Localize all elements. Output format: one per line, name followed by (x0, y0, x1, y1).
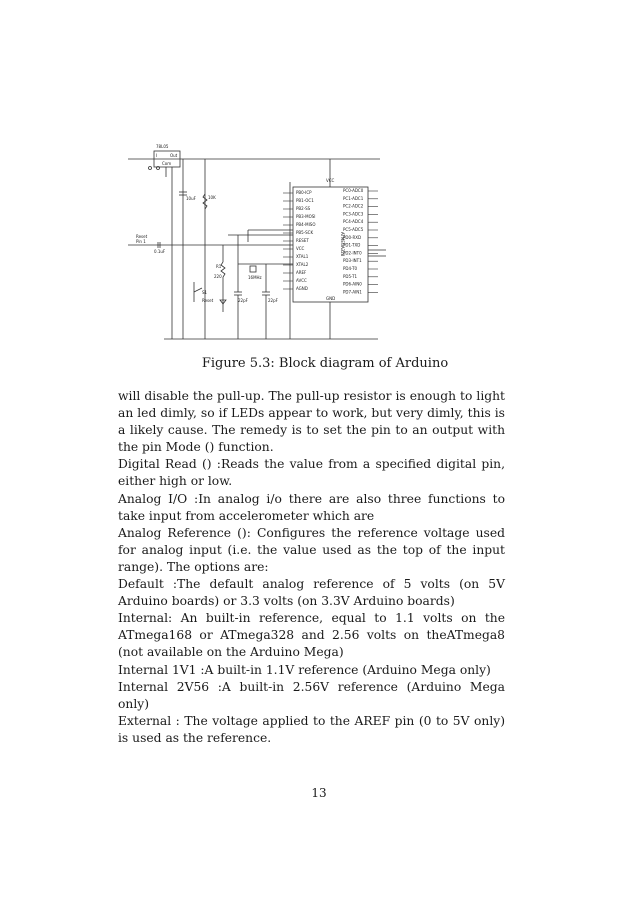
paragraph-pullup: will disable the pull-up. The pull-up resistor is enough to light an led dimly, so if LEDs appear to work, but very dimly, this is a likely cause. The remedy is to set the pin to an output with the pin Mode () function. (118, 389, 505, 455)
small-cap-label: 0.1uF (154, 249, 166, 254)
chip-left-pin-label: PB5-SCK (296, 230, 314, 235)
crystal-label: 16MHz (248, 275, 262, 280)
paragraph-internal: Internal: An built-in reference, equal to 1.1 volts on the ATmega168 or ATmega328 and 2.56 volts on theATmega8 (not available on the Arduino Mega) (118, 611, 505, 660)
chip-left-pin-label: AVCC (296, 278, 307, 283)
chip-left-pin-label: PB4-MISO (296, 222, 316, 227)
chip-right-pin-label: PC0-ADC0 (343, 188, 364, 193)
chip-label: ATMEGA328 (340, 232, 345, 257)
regulator-com-label: Com (162, 161, 172, 166)
switch-label: S1 (202, 290, 208, 295)
reset-pin-label: Reset (136, 234, 148, 239)
chip-left-pin-label: AGND (296, 286, 308, 291)
chip-left-pin-label: VCC (296, 246, 305, 251)
chip-left-pin-label: PB1-OC1 (296, 198, 314, 203)
paragraph-analog-reference: Analog Reference (): Configures the reference voltage used for analog input (i.e. the value used as the top of the input range). The options are: (118, 525, 505, 574)
chip-left-pin-label: PB3-MOSI (296, 214, 316, 219)
chip-left-pin-label: PB0-ICP (296, 190, 312, 195)
c1-label: 10uF (186, 196, 196, 201)
chip-right-pin-label: PC5-ADC5 (343, 227, 364, 232)
regulator-out-label: Out (170, 153, 178, 158)
chip-right-pin-label: PD0-RXD (343, 234, 362, 240)
cap-22a-label: 22pF (238, 298, 248, 303)
chip-right-pin-label: PC3-ADC3 (343, 211, 364, 217)
led-resistor-label: R1 (216, 264, 222, 269)
chip-left-pin-label: PB2-SS (296, 206, 311, 211)
chip-left-pin-label: XTAL2 (296, 262, 309, 267)
pin1-label: Pin 1 (136, 239, 146, 244)
led-resistor-value: 220 (214, 274, 222, 279)
chip-right-pin-label: PD1-TXD (343, 242, 361, 248)
paragraph-external: External : The voltage applied to the AREF pin (0 to 5V only) is used as the reference. (118, 713, 505, 745)
regulator-label: 78L05 (156, 144, 169, 149)
paragraph-internal-2v56: Internal 2V56 :A built-in 2.56V reference (Arduino Mega only) (118, 679, 505, 711)
reset-button-label: Reset (202, 298, 214, 303)
chip-right-pin-label: PD5-T1 (343, 273, 358, 279)
figure-caption: Figure 5.3: Block diagram of Arduino (201, 356, 449, 371)
page-number: 13 (311, 786, 327, 800)
chip-right-pin-label: PD7-AIN1 (343, 289, 362, 295)
chip-right-pin-label: PC4-ADC4 (343, 219, 364, 225)
chip-right-pin-label: PC1-ADC1 (343, 195, 364, 201)
chip-left-pin-label: AREF (296, 270, 307, 275)
paragraph-internal-1v1: Internal 1V1 :A built-in 1.1V reference (Arduino Mega only) (118, 662, 491, 677)
paragraph-default: Default :The default analog reference of 5 volts (on 5V Arduino boards) or 3.3 volts (on 3.3V Arduino boards) (118, 577, 505, 609)
chip-left-pin-label: RESET (296, 238, 309, 243)
chip-right-pin-label: PD3-INT1 (343, 258, 362, 264)
chip-right-pin-label: PD4-T0 (343, 266, 358, 271)
cap-22b-label: 22pF (268, 298, 278, 303)
chip-right-pin-label: PD6-AIN0 (343, 281, 362, 287)
chip-left-pin-label: XTAL1 (296, 254, 309, 259)
gnd-label: GND (326, 296, 336, 301)
paragraph-digital-read: Digital Read () :Reads the value from a specified digital pin, either high or low. (118, 457, 505, 489)
vcc-label: VCC (326, 178, 335, 183)
paragraph-analog-io: Analog I/O :In analog i/o there are also three functions to take input from accelerometer which are (118, 491, 505, 523)
chip-right-pin-label: PD2-INT0 (343, 250, 362, 256)
regulator-in-label: I (156, 153, 158, 158)
arduino-block-diagram (128, 142, 390, 345)
chip-right-pin-label: PC2-ADC2 (343, 203, 364, 209)
r1-label: 10K (208, 195, 216, 200)
body-text (118, 388, 505, 747)
